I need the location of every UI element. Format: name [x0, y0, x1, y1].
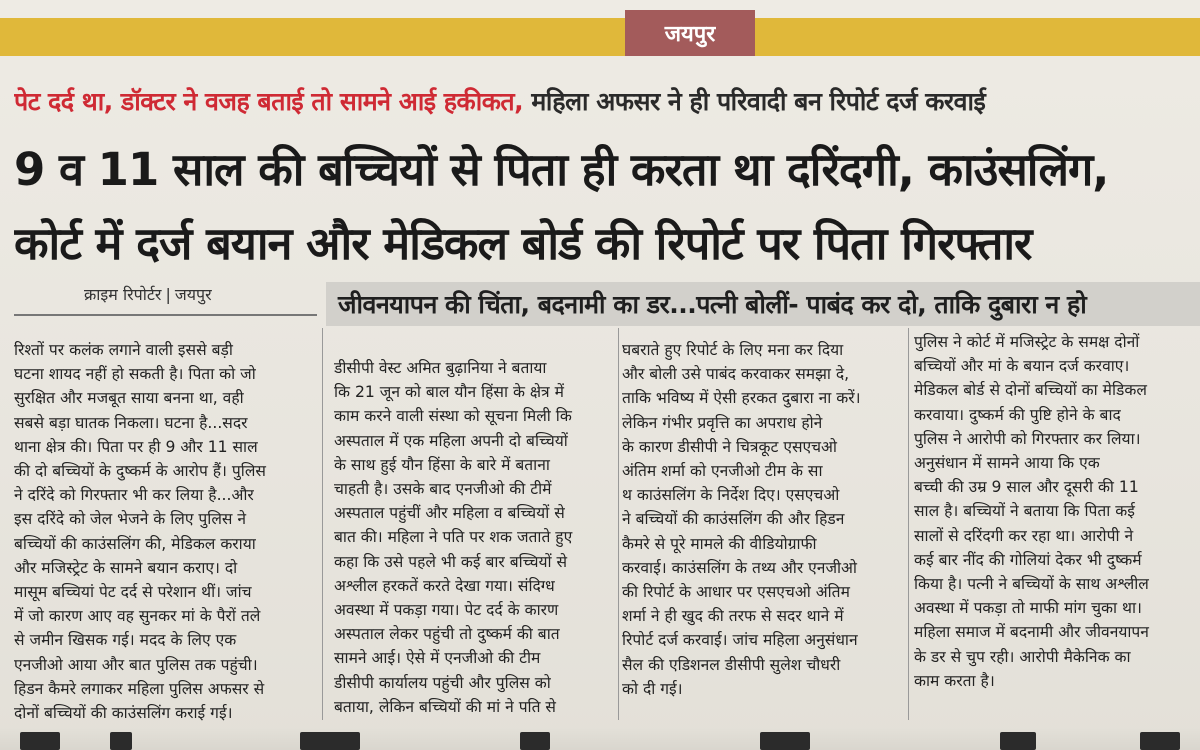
- article-line: करवाया। दुष्कर्म की पुष्टि होने के बाद: [914, 405, 1121, 424]
- article-line: थ काउंसलिंग के निर्देश दिए। एसएचओ: [622, 486, 840, 505]
- article-line: हिडन कैमरे लगाकर महिला पुलिस अफसर से: [14, 679, 265, 698]
- article-line: सालों से दरिंदगी कर रहा था। आरोपी ने: [914, 526, 1134, 545]
- next-article-cutoff: [0, 728, 1200, 750]
- article-line: साल है। बच्चियों ने बताया कि पिता कई: [914, 502, 1135, 521]
- article-line: और मजिस्ट्रेट के सामने बयान कराए। दो: [14, 558, 238, 577]
- article-line: ताकि भविष्य में ऐसी हरकत दुबारा ना करें।: [622, 389, 861, 408]
- article-line: घटना शायद नहीं हो सकती है। पिता को जो: [14, 365, 256, 384]
- article-line: पुलिस ने आरोपी को गिरफ्तार कर लिया।: [914, 429, 1141, 448]
- article-line: के साथ हुई यौन हिंसा के बारे में बताना: [334, 455, 550, 474]
- byline-reporter: क्राइम रिपोर्टर: [84, 285, 162, 304]
- article-line: रिश्तों पर कलंक लगाने वाली इससे बड़ी: [14, 341, 233, 359]
- article-line: से जमीन खिसक गई। मदद के लिए एक: [14, 631, 237, 650]
- article-line: रिपोर्ट दर्ज करवाई। जांच महिला अनुसंधान: [622, 631, 858, 650]
- article-line: मेडिकल बोर्ड से दोनों बच्चियों का मेडिकल: [914, 381, 1147, 400]
- article-line: किया है। पत्नी ने बच्चियों के साथ अश्लील: [914, 575, 1149, 594]
- byline-city: जयपुर: [174, 285, 212, 304]
- byline-separator: |: [165, 285, 171, 304]
- article-line: की रिपोर्ट के आधार पर एसएचओ अंतिम: [622, 583, 850, 602]
- article-line: काम करने वाली संस्था को सूचना मिली कि: [334, 407, 572, 426]
- article-line: सामने आई। ऐसे में एनजीओ की टीम: [334, 649, 541, 668]
- article-line: कहा कि उसे पहले भी कई बार बच्चियों से: [334, 552, 568, 571]
- article-line: कई बार नींद की गोलियां देकर भी दुष्कर्म: [914, 550, 1142, 569]
- article-line: दोनों बच्चियों की काउंसलिंग कराई गई।: [14, 704, 233, 723]
- headline-line-1: 9 व 11 साल की बच्चियों से पिता ही करता था दरिंदगी, काउंसलिंग,: [14, 143, 1109, 196]
- article-line: बच्ची की उम्र 9 साल और दूसरी की 11: [914, 478, 1139, 497]
- article-line: काम करता है।: [914, 671, 995, 690]
- article-column-4: [914, 330, 1197, 693]
- column-divider: [618, 328, 619, 720]
- section-tag: जयपुर: [625, 10, 755, 56]
- article-line: के डर से चुप रही। आरोपी मैकेनिक का: [914, 647, 1131, 666]
- article-line: कैमरे से पूरे मामले की वीडियोग्राफी: [622, 534, 817, 553]
- byline: [84, 283, 212, 305]
- article-line: अस्पताल लेकर पहुंची तो दुष्कर्म की बात: [334, 625, 560, 644]
- article-line: के कारण डीसीपी ने चित्रकूट एसएचओ: [622, 437, 837, 456]
- article-line: कि 21 जून को बाल यौन हिंसा के क्षेत्र में: [334, 383, 564, 402]
- kicker-red-text: पेट दर्द था, डॉक्टर ने वजह बताई तो सामने आई हकीकत,: [14, 87, 524, 116]
- article-line: और बोली उसे पाबंद करवाकर समझा दे,: [622, 365, 850, 384]
- article-line: डीसीपी वेस्ट अमित बुढ़ानिया ने बताया: [334, 359, 547, 377]
- article-line: डीसीपी कार्यालय पहुंची और पुलिस को: [334, 673, 551, 692]
- byline-rule: [14, 314, 317, 316]
- article-line: लेकिन गंभीर प्रवृत्ति का अपराध होने: [622, 413, 823, 432]
- article-line: अश्लील हरकतें करते देखा गया। संदिग्ध: [334, 576, 555, 595]
- article-line: सैल की एडिशनल डीसीपी सुलेश चौधरी: [622, 655, 841, 674]
- article-line: घबराते हुए रिपोर्ट के लिए मना कर दिया: [622, 341, 844, 359]
- article-line: में जो कारण आए वह सुनकर मां के पैरों तले: [14, 607, 261, 626]
- article-line: अनुसंधान में सामने आया कि एक: [914, 454, 1100, 473]
- article-line: अस्पताल में एक महिला अपनी दो बच्चियों: [334, 431, 568, 450]
- article-line: सबसे बड़ा घातक निकला। घटना है...सदर: [14, 413, 248, 432]
- article-line: सुरक्षित और मजबूत साया बनना था, वही: [14, 389, 244, 408]
- article-line: महिला समाज में बदनामी और जीवनयापन: [914, 623, 1149, 642]
- article-column-3: [622, 338, 905, 701]
- subheadline: जीवनयापन की चिंता, बदनामी का डर...पत्नी बोलीं- पाबंद कर दो, ताकि दुबारा न हो: [326, 282, 1200, 326]
- article-line: की दो बच्चियों के दुष्कर्म के आरोप हैं। पुलिस: [14, 462, 266, 481]
- headline-line-2: कोर्ट में दर्ज बयान और मेडिकल बोर्ड की रिपोर्ट पर पिता गिरफ्तार: [14, 217, 1032, 270]
- article-line: बच्चियों की काउंसलिंग की, मेडिकल कराया: [14, 534, 256, 553]
- article-line: पुलिस ने कोर्ट में मजिस्ट्रेट के समक्ष दोनों: [914, 333, 1140, 351]
- article-line: इस दरिंदे को जेल भेजने के लिए पुलिस ने: [14, 510, 247, 529]
- article-line: बच्चियों और मां के बयान दर्ज करवाए।: [914, 357, 1130, 376]
- top-color-band: [0, 18, 1200, 56]
- article-line: बात की। महिला ने पति पर शक जताते हुए: [334, 528, 573, 547]
- column-divider: [908, 328, 909, 720]
- article-line: अवस्था में पकड़ा गया। पेट दर्द के कारण: [334, 601, 559, 620]
- article-line: अवस्था में पकड़ा तो माफी मांग चुका था।: [914, 599, 1142, 618]
- article-line: चाहती है। उसके बाद एनजीओ की टीमें: [334, 480, 552, 499]
- article-column-1: [14, 338, 312, 725]
- article-line: करवाई। काउंसलिंग के तथ्य और एनजीओ: [622, 558, 858, 577]
- article-line: अस्पताल पहुंचीं और महिला व बच्चियों से: [334, 504, 565, 523]
- article-line: ने दरिंदे को गिरफ्तार भी कर लिया है...और: [14, 486, 254, 505]
- column-divider: [322, 328, 323, 720]
- article-line: एनजीओ आया और बात पुलिस तक पहुंची।: [14, 655, 258, 674]
- article-line: शर्मा ने ही खुद की तरफ से सदर थाने में: [622, 607, 844, 626]
- kicker-dark-text: महिला अफसर ने ही परिवादी बन रिपोर्ट दर्ज करवाई: [523, 87, 986, 116]
- article-line: मासूम बच्चियां पेट दर्द से परेशान थीं। जांच: [14, 583, 252, 602]
- article-line: बताया, लेकिन बच्चियों की मां ने पति से: [334, 697, 556, 716]
- article-line: ने बच्चियों की काउंसलिंग की और हिडन: [622, 510, 845, 529]
- kicker-line: [14, 84, 1200, 118]
- article-line: थाना क्षेत्र की। पिता पर ही 9 और 11 साल: [14, 437, 258, 456]
- article-line: को दी गई।: [622, 679, 683, 698]
- article-line: अंतिम शर्मा को एनजीओ टीम के सा: [622, 462, 823, 481]
- article-column-2: [334, 356, 617, 719]
